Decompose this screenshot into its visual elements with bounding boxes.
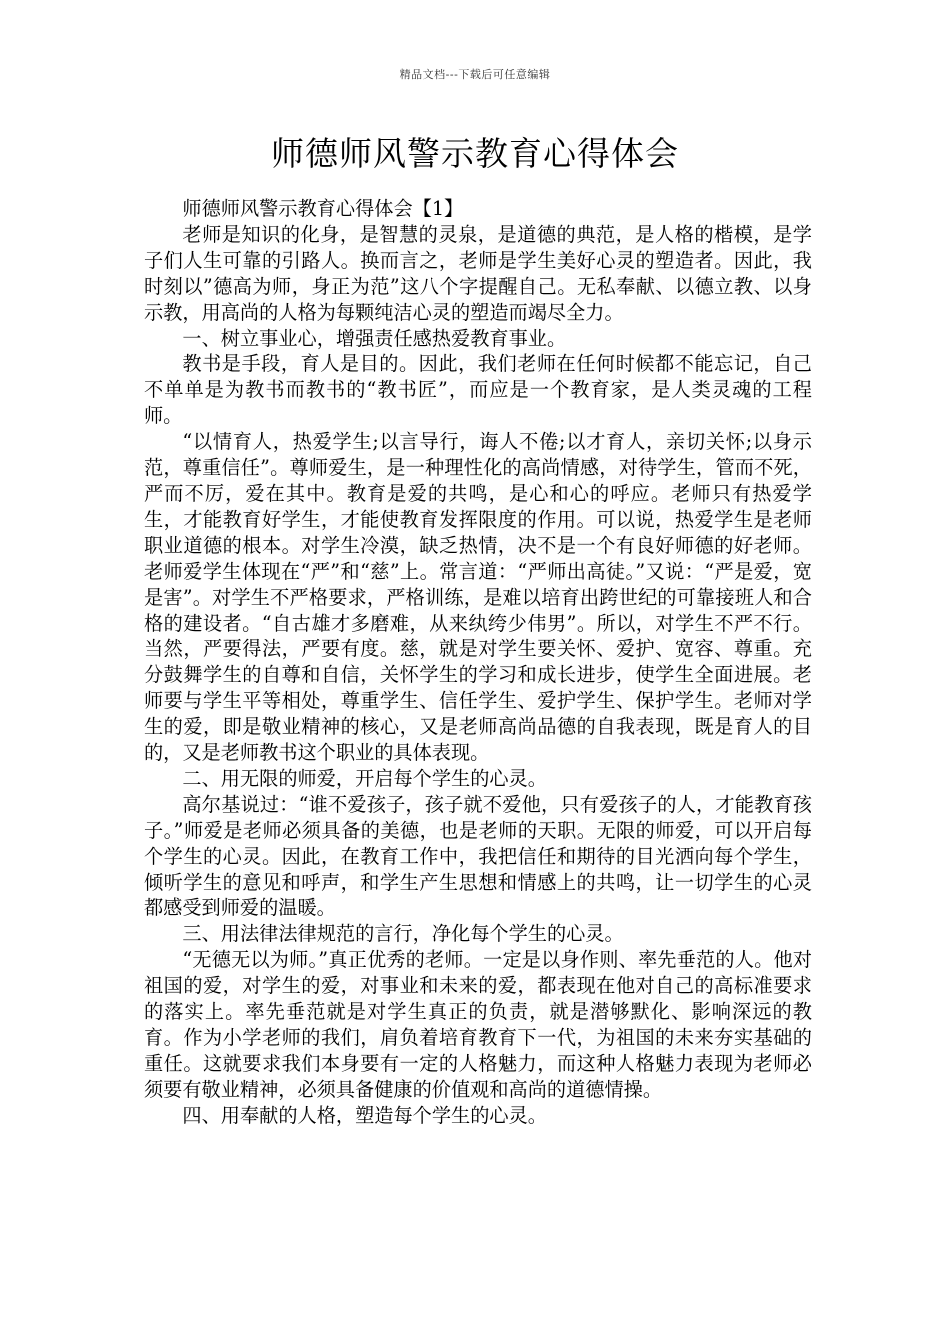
header-note: 精品文档---下载后可任意编辑 <box>399 68 551 81</box>
body-paragraph: 老师是知识的化身，是智慧的灵泉，是道德的典范，是人格的楷模，是学子们人生可靠的引路人。换而言之，老师是学生美好心灵的塑造者。因此，我时刻以”德高为师，身正为范”这八个字提醒自己。无私奉献、以德立教、以身示教，用高尚的人格为每颗纯洁心灵的塑造而竭尽全力。 <box>144 222 812 324</box>
document-title: 师德师风警示教育心得体会 <box>271 134 679 173</box>
section-heading: 三、用法律法律规范的言行，净化每个学生的心灵。 <box>182 922 624 946</box>
section-heading: 一、树立事业心，增强责任感热爱教育事业。 <box>182 326 567 350</box>
document-body <box>144 196 812 1129</box>
body-paragraph: “无德无以为师。”真正优秀的老师。一定是以身作则、率先垂范的人。他对祖国的爱，对学生的爱，对事业和未来的爱，都表现在他对自己的高标准要求的落实上。率先垂范就是对学生真正的负责，就是潜够默化、影响深远的教育。作为小学老师的我们，肩负着培育教育下一代，为祖国的未来夯实基础的重任。这就要求我们本身要有一定的人格魅力，而这种人格魅力表现为老师必须要有敬业精神，必须具备健康的价值观和高尚的道德情操。 <box>144 948 812 1101</box>
section-heading: 二、用无限的师爱，开启每个学生的心灵。 <box>182 766 547 790</box>
section-heading: 四、用奉献的人格，塑造每个学生的心灵。 <box>182 1103 547 1127</box>
body-paragraph: 高尔基说过：“谁不爱孩子，孩子就不爱他，只有爱孩子的人，才能教育孩子。”师爱是老师必须具备的美德，也是老师的天职。无限的师爱，可以开启每个学生的心灵。因此，在教育工作中，我把信任和期待的目光洒向每个学生，倾听学生的意见和呼声，和学生产生思想和情感上的共鸣，让一切学生的心灵都感受到师爱的温暖。 <box>144 792 812 920</box>
body-paragraph: 教书是手段，育人是目的。因此，我们老师在任何时候都不能忘记，自己不单单是为教书而教书的“教书匠”，而应是一个教育家，是人类灵魂的工程师。 <box>144 352 812 428</box>
body-paragraph: “以情育人，热爱学生;以言导行，诲人不倦;以才育人，亲切关怀;以身示范，尊重信任”。尊师爱生，是一种理性化的高尚情感，对待学生，管而不死，严而不厉，爱在其中。教育是爱的共鸣，是心和心的呼应。老师只有热爱学生，才能教育好学生，才能使教育发挥限度的作用。可以说，热爱学生是老师职业道德的根本。对学生冷漠，缺乏热情，决不是一个有良好师德的好老师。老师爱学生体现在“严”和“慈”上。常言道：“严师出高徒。”又说：“严是爱，宽是害”。对学生不严格要求，严格训练，是难以培育出跨世纪的可靠接班人和合格的建设者。“自古雄才多磨难，从来纨绔少伟男”。所以，对学生不严不行。当然，严要得法，严要有度。慈，就是对学生要关怀、爱护、宽容、尊重。充分鼓舞学生的自尊和自信，关怀学生的学习和成长进步，使学生全面进展。老师要与学生平等相处，尊重学生、信任学生、爱护学生、保护学生。老师对学生的爱，即是敬业精神的核心，又是老师高尚品德的自我表现，既是育人的目的，又是老师教书这个职业的具体表现。 <box>144 430 812 765</box>
subtitle-paragraph: 师德师风警示教育心得体会【1】 <box>182 197 464 220</box>
